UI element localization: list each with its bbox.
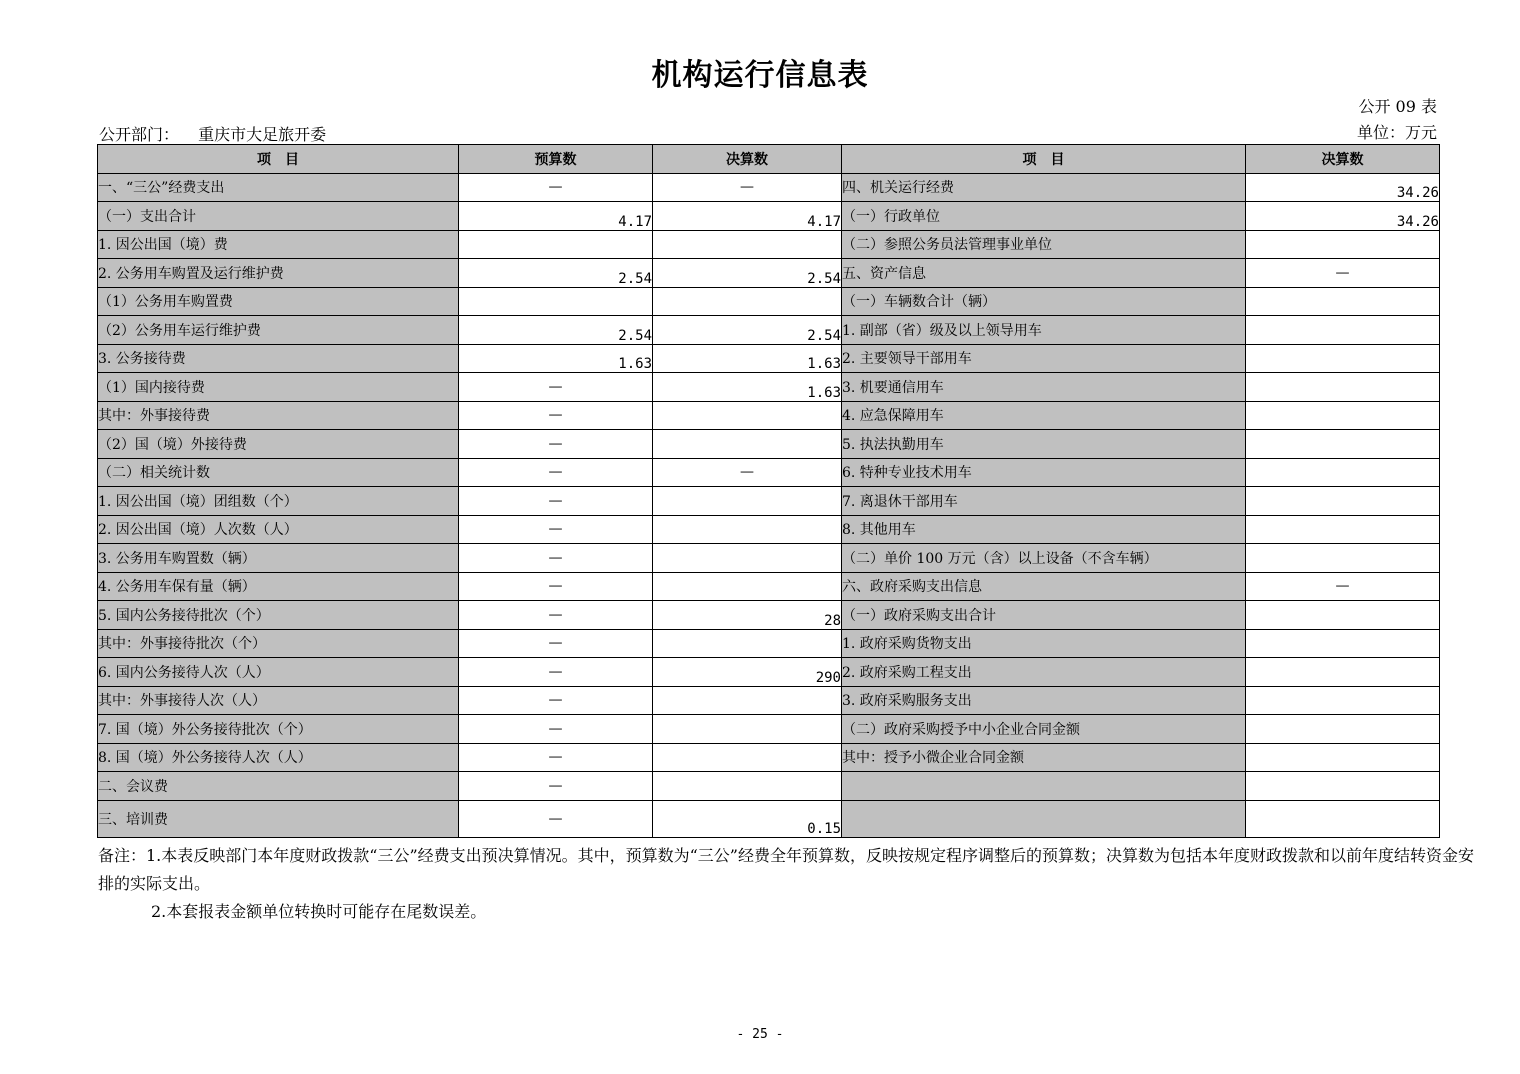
right-final-cell (1246, 487, 1440, 516)
left-budget-cell: — (459, 772, 653, 801)
note-line-1: 备注：1.本表反映部门本年度财政拨款“三公”经费支出预决算情况。其中，预算数为“三公”经费全年预算数，反映按规定程序调整后的预算数；决算数为包括本年度财政拨款和以前年度结转资金安排的实际支出。 (98, 846, 1474, 893)
left-budget-cell: — (459, 715, 653, 744)
left-budget-cell: 1.63 (459, 344, 653, 373)
right-final-cell (1246, 515, 1440, 544)
right-item-cell: （一）车辆数合计（辆） (842, 287, 1246, 316)
left-budget-cell: — (459, 373, 653, 402)
right-item-cell: 4. 应急保障用车 (842, 401, 1246, 430)
right-final-cell (1246, 316, 1440, 345)
left-final-cell: 0.15 (653, 800, 842, 837)
left-final-cell: 290 (653, 658, 842, 687)
right-item-cell: （一）政府采购支出合计 (842, 601, 1246, 630)
right-item-cell: 6. 特种专业技术用车 (842, 458, 1246, 487)
department-label: 公开部门： (99, 125, 180, 144)
left-item-cell: 其中：外事接待人次（人） (98, 686, 459, 715)
left-item-cell: 1. 因公出国（境）团组数（个） (98, 487, 459, 516)
left-final-cell: 28 (653, 601, 842, 630)
right-item-cell: 五、资产信息 (842, 259, 1246, 288)
right-item-cell: 2. 政府采购工程支出 (842, 658, 1246, 687)
right-final-cell (1246, 430, 1440, 459)
right-final-cell (1246, 715, 1440, 744)
left-final-cell (653, 401, 842, 430)
right-item-cell: （二）单价 100 万元（含）以上设备（不含车辆） (842, 544, 1246, 573)
left-final-cell (653, 230, 842, 259)
left-final-cell: — (653, 173, 842, 202)
table-row (98, 430, 1440, 459)
department-name: 重庆市大足旅开委 (198, 125, 327, 144)
table-row (98, 316, 1440, 345)
left-final-cell: 1.63 (653, 373, 842, 402)
right-final-cell (1246, 544, 1440, 573)
left-budget-cell (459, 287, 653, 316)
left-budget-cell: — (459, 430, 653, 459)
left-final-cell (653, 430, 842, 459)
table-row (98, 287, 1440, 316)
table-row (98, 544, 1440, 573)
left-item-cell: 2. 因公出国（境）人次数（人） (98, 515, 459, 544)
table-row (98, 772, 1440, 801)
info-table (97, 144, 1440, 838)
left-item-cell: （1）国内接待费 (98, 373, 459, 402)
left-final-cell: — (653, 458, 842, 487)
table-row (98, 230, 1440, 259)
right-item-cell: 其中：授予小微企业合同金额 (842, 743, 1246, 772)
left-item-cell: （2）国（境）外接待费 (98, 430, 459, 459)
right-item-cell (842, 772, 1246, 801)
left-item-cell: 8. 国（境）外公务接待人次（人） (98, 743, 459, 772)
right-final-cell: — (1246, 572, 1440, 601)
right-final-cell (1246, 373, 1440, 402)
left-item-cell: 4. 公务用车保有量（辆） (98, 572, 459, 601)
right-item-cell: 8. 其他用车 (842, 515, 1246, 544)
left-budget-cell: — (459, 800, 653, 837)
left-budget-cell: — (459, 743, 653, 772)
left-budget-cell: — (459, 515, 653, 544)
table-row (98, 601, 1440, 630)
left-budget-cell: — (459, 601, 653, 630)
right-item-cell: 3. 政府采购服务支出 (842, 686, 1246, 715)
left-final-cell (653, 487, 842, 516)
right-item-cell: 1. 副部（省）级及以上领导用车 (842, 316, 1246, 345)
table-row (98, 344, 1440, 373)
left-final-cell (653, 287, 842, 316)
right-item-cell: 六、政府采购支出信息 (842, 572, 1246, 601)
header-left-item: 项 目 (98, 145, 459, 174)
left-budget-cell: — (459, 487, 653, 516)
header-right-item: 项 目 (842, 145, 1246, 174)
right-final-cell (1246, 458, 1440, 487)
right-final-cell (1246, 401, 1440, 430)
table-row (98, 259, 1440, 288)
form-number: 公开 09 表 (1358, 97, 1437, 116)
right-item-cell: 2. 主要领导干部用车 (842, 344, 1246, 373)
right-item-cell (842, 800, 1246, 837)
left-final-cell (653, 629, 842, 658)
right-final-cell (1246, 658, 1440, 687)
left-final-cell: 2.54 (653, 259, 842, 288)
left-item-cell: 二、会议费 (98, 772, 459, 801)
left-budget-cell: — (459, 458, 653, 487)
left-item-cell: 其中：外事接待批次（个） (98, 629, 459, 658)
left-item-cell: 5. 国内公务接待批次（个） (98, 601, 459, 630)
left-budget-cell (459, 230, 653, 259)
table-row (98, 658, 1440, 687)
left-budget-cell: — (459, 658, 653, 687)
right-final-cell: — (1246, 259, 1440, 288)
left-item-cell: （2）公务用车运行维护费 (98, 316, 459, 345)
right-item-cell: （二）参照公务员法管理事业单位 (842, 230, 1246, 259)
left-final-cell (653, 515, 842, 544)
left-final-cell: 1.63 (653, 344, 842, 373)
left-final-cell (653, 772, 842, 801)
left-final-cell (653, 715, 842, 744)
header-left-final: 决算数 (653, 145, 842, 174)
left-final-cell (653, 544, 842, 573)
right-final-cell (1246, 772, 1440, 801)
note-line-2: 2.本套报表金额单位转换时可能存在尾数误差。 (151, 902, 487, 921)
left-final-cell (653, 743, 842, 772)
right-final-cell (1246, 287, 1440, 316)
left-item-cell: 2. 公务用车购置及运行维护费 (98, 259, 459, 288)
right-item-cell: （二）政府采购授予中小企业合同金额 (842, 715, 1246, 744)
right-item-cell: 3. 机要通信用车 (842, 373, 1246, 402)
left-budget-cell: — (459, 544, 653, 573)
right-item-cell: 7. 离退休干部用车 (842, 487, 1246, 516)
right-item-cell: 5. 执法执勤用车 (842, 430, 1246, 459)
left-item-cell: 3. 公务用车购置数（辆） (98, 544, 459, 573)
table-row (98, 458, 1440, 487)
left-item-cell: （一）支出合计 (98, 202, 459, 231)
header-right-final: 决算数 (1246, 145, 1440, 174)
page-number: - 25 - (736, 1027, 784, 1042)
right-final-cell (1246, 629, 1440, 658)
left-item-cell: （二）相关统计数 (98, 458, 459, 487)
left-final-cell (653, 686, 842, 715)
left-item-cell: 1. 因公出国（境）费 (98, 230, 459, 259)
table-row (98, 515, 1440, 544)
left-item-cell: 6. 国内公务接待人次（人） (98, 658, 459, 687)
table-row (98, 800, 1440, 837)
table-row (98, 686, 1440, 715)
right-final-cell: 34.26 (1246, 202, 1440, 231)
table-row (98, 487, 1440, 516)
left-budget-cell: — (459, 401, 653, 430)
notes (98, 842, 1478, 926)
right-final-cell (1246, 686, 1440, 715)
left-item-cell: 三、培训费 (98, 800, 459, 837)
left-item-cell: 一、“三公”经费支出 (98, 173, 459, 202)
table-row (98, 629, 1440, 658)
right-final-cell (1246, 230, 1440, 259)
department-line (99, 122, 326, 145)
left-item-cell: 其中：外事接待费 (98, 401, 459, 430)
left-item-cell: 3. 公务接待费 (98, 344, 459, 373)
right-item-cell: 1. 政府采购货物支出 (842, 629, 1246, 658)
right-final-cell (1246, 743, 1440, 772)
table-row (98, 401, 1440, 430)
table-row (98, 202, 1440, 231)
right-final-cell (1246, 344, 1440, 373)
left-final-cell (653, 572, 842, 601)
table-row (98, 373, 1440, 402)
table-row (98, 715, 1440, 744)
left-budget-cell: — (459, 572, 653, 601)
left-final-cell: 2.54 (653, 316, 842, 345)
right-item-cell: 四、机关运行经费 (842, 173, 1246, 202)
left-budget-cell: — (459, 686, 653, 715)
table-body (98, 173, 1440, 837)
page-title: 机构运行信息表 (651, 58, 869, 93)
right-final-cell (1246, 601, 1440, 630)
left-budget-cell: — (459, 629, 653, 658)
table-row (98, 572, 1440, 601)
left-item-cell: 7. 国（境）外公务接待批次（个） (98, 715, 459, 744)
table-row (98, 173, 1440, 202)
left-item-cell: （1）公务用车购置费 (98, 287, 459, 316)
right-final-cell (1246, 800, 1440, 837)
left-budget-cell: — (459, 173, 653, 202)
right-item-cell: （一）行政单位 (842, 202, 1246, 231)
left-budget-cell: 2.54 (459, 316, 653, 345)
right-final-cell: 34.26 (1246, 173, 1440, 202)
left-budget-cell: 4.17 (459, 202, 653, 231)
left-final-cell: 4.17 (653, 202, 842, 231)
header-left-budget: 预算数 (459, 145, 653, 174)
table-header-row (98, 145, 1440, 174)
left-budget-cell: 2.54 (459, 259, 653, 288)
table-row (98, 743, 1440, 772)
unit-label: 单位：万元 (1356, 123, 1437, 142)
